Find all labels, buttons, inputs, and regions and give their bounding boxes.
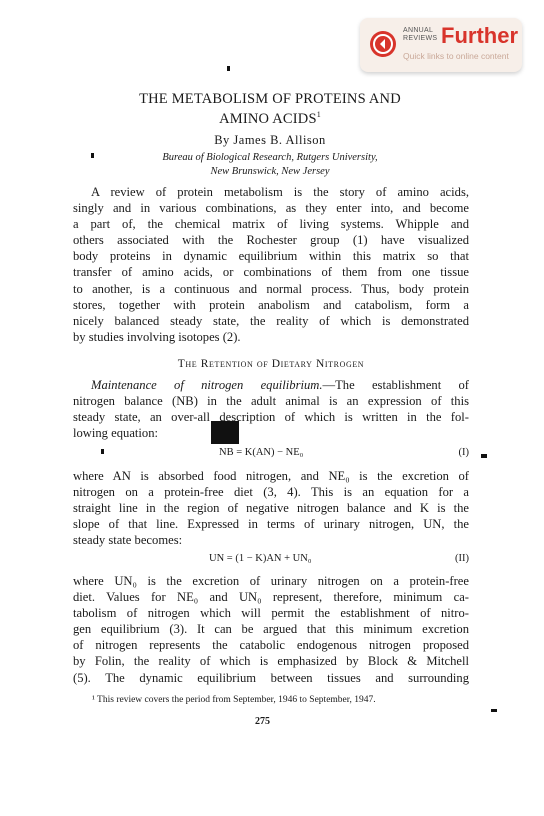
- affiliation-line-1: Bureau of Biological Research, Rutgers University,: [162, 152, 378, 163]
- footnote: ¹ This review covers the period from September, 1946 to September, 1947.: [92, 695, 376, 705]
- scan-mark: [227, 66, 230, 71]
- equation-1-number: (I): [458, 447, 469, 458]
- intro-line: nicely balanced steady state, the reality of which is demonstrated: [73, 313, 469, 328]
- paragraph-line: lowing equation:: [73, 426, 158, 441]
- page-number: 275: [255, 716, 270, 727]
- paragraph-line: straight line in the region of negative nitrogen balance and K is the: [73, 501, 469, 516]
- paragraph-line: tabolism of nitrogen which will permit the establishment of nitro-: [73, 606, 469, 621]
- badge-brand: [403, 27, 437, 43]
- paragraph-line: steady state, an over-all description of which is written in the fol-: [73, 410, 469, 425]
- scan-mark: [101, 449, 104, 454]
- intro-line: a part of, the chemical matrix of living systems. Whipple and: [73, 217, 469, 232]
- back-arrow-icon: [370, 31, 396, 57]
- intro-line: A review of protein metabolism is the story of amino acids,: [91, 185, 469, 199]
- paragraph-line: nitrogen on a protein-free diet (3, 4). This is an equation for a: [73, 485, 469, 500]
- affiliation: [80, 151, 460, 179]
- intro-line: stores, together with protein anabolism and catabolism, form a: [73, 297, 469, 312]
- section-heading: [73, 358, 469, 370]
- equation-1-body: NB = K(AN) − NE₀: [219, 447, 304, 458]
- intro-line: by studies involving isotopes (2).: [73, 329, 241, 344]
- intro-line: others associated with the Rochester group (1) have visualized: [73, 233, 469, 248]
- paragraph-line: nitrogen balance (NB) in the adult animal is an expression of this: [73, 394, 469, 409]
- intro-line: to another, is a continuous and normal process. Thus, body protein: [73, 281, 469, 296]
- title-line-1: THE METABOLISM OF PROTEINS AND: [139, 91, 401, 107]
- paragraph-3: [73, 468, 469, 548]
- badge-subtitle: Quick links to online content: [403, 51, 509, 61]
- subheading: Maintenance of nitrogen equilibrium.: [91, 378, 323, 392]
- scan-mark: [481, 454, 487, 458]
- paragraph-line: of nitrogen represents the catabolic endogenous nitrogen proposed: [73, 638, 469, 653]
- paragraph-line: where UN₀ is the excretion of urinary nitrogen on a protein-free: [73, 574, 469, 588]
- badge-brand-line2: REVIEWS: [403, 35, 438, 42]
- intro-line: singly and in various combinations, as they enter into, and become: [73, 201, 469, 216]
- subheading-continuation: —The establishment of: [322, 378, 469, 392]
- paragraph-line: gen equilibrium (3). It can be argued that this minimum excretion: [73, 622, 469, 637]
- paragraph-line: slope of that line. Expressed in terms of urinary nitrogen, UN, the: [73, 517, 469, 532]
- badge-brand-line1: ANNUAL: [403, 27, 434, 34]
- intro-paragraph: [73, 184, 469, 345]
- annual-reviews-further-badge[interactable]: [360, 18, 522, 72]
- affiliation-line-2: New Brunswick, New Jersey: [210, 166, 330, 177]
- equation-2-number: (II): [455, 553, 469, 564]
- paragraph-line: diet. Values for NE₀ and UN₀ represent, therefore, minimum ca-: [73, 590, 469, 605]
- author-line: By James B. Allison: [214, 133, 326, 147]
- paragraph-line: [73, 377, 469, 393]
- paragraph-line: where AN is absorbed food nitrogen, and NE₀ is the excretion of: [73, 469, 469, 483]
- intro-line: body proteins in dynamic equilibrium within this matrix so that: [73, 249, 469, 264]
- badge-further-label: Further: [441, 23, 518, 48]
- title-line-2-text: AMINO ACIDS: [219, 110, 317, 127]
- paragraph-4: [73, 573, 469, 686]
- title-footnote-mark: 1: [316, 110, 321, 119]
- scan-mark: [491, 709, 497, 712]
- equation-2-body: UN = (1 − K)AN + UN₀: [209, 553, 312, 564]
- paragraph-line: steady state becomes:: [73, 533, 183, 548]
- section-heading-text: The Retention of Dietary Nitrogen: [177, 358, 365, 370]
- paragraph-line: (5). The dynamic equilibrium between tissues and surrounding: [73, 670, 469, 685]
- paragraph-2: [73, 377, 469, 441]
- title-line-2: [80, 107, 460, 127]
- article-title: [80, 91, 460, 127]
- intro-line: transfer of amino acids, or combinations of them from one tissue: [73, 265, 469, 280]
- paragraph-line: by Folin, the reality of which is emphasized by Block & Mitchell: [73, 654, 469, 669]
